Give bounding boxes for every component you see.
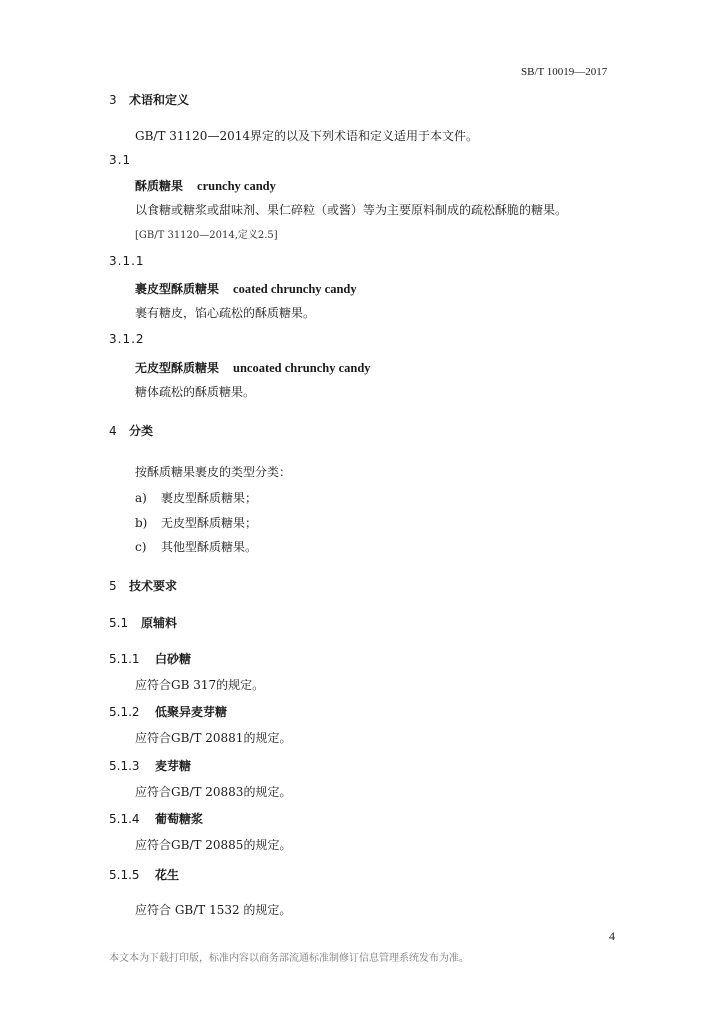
subsection-heading [109,703,227,720]
subsection-text: 应符合GB/T 20881的规定。 [135,731,292,745]
footer-note: 本文本为下载打印版，标准内容以商务部流通标准制修订信息管理系统发布为准。 [109,953,469,964]
term-heading [135,280,357,297]
section-4-intro: 按酥质糖果裹皮的类型分类： [135,465,292,479]
term-zh: 无皮型酥质糖果 [135,361,220,375]
section-title: 白砂糖 [155,652,192,666]
list-marker: c) [135,540,147,554]
subsection-text: 应符合GB/T 20885的规定。 [135,838,292,852]
section-number: 5.1.5 [109,868,140,882]
list-item [135,514,257,531]
section-number: 5.1.3 [109,759,140,773]
section-title: 技术要求 [129,579,178,593]
section-number: 5.1.4 [109,812,140,826]
section-title: 术语和定义 [129,93,190,107]
section-number: 5 [109,579,117,593]
term-number: 3.1 [109,153,132,167]
subsection-text: 应符合 GB/T 1532 的规定。 [135,903,292,917]
list-text: 无皮型酥质糖果； [161,516,258,530]
page-number: 4 [609,929,615,943]
subsection-heading [109,810,203,827]
term-source: [GB/T 31120—2014,定义2.5] [135,230,278,241]
list-item [135,489,257,506]
section-number: 5.1.2 [109,705,140,719]
section-title: 麦芽糖 [155,759,192,773]
list-marker: b) [135,516,148,530]
section-number: 4 [109,424,117,438]
section-number: 5.1.1 [109,652,140,666]
section-number: 3 [109,93,117,107]
term-number: 3.1.1 [109,254,145,268]
term-zh: 裹皮型酥质糖果 [135,282,220,296]
subsection-heading [109,650,191,667]
subsection-heading [109,866,179,883]
subsection-text: 应符合GB 317的规定。 [135,678,265,692]
term-en: uncoated chrunchy candy [233,361,371,375]
list-marker: a) [135,491,147,505]
list-text: 裹皮型酥质糖果； [161,491,258,505]
term-en: coated chrunchy candy [233,282,357,296]
term-en: crunchy candy [197,179,276,193]
section-title: 分类 [129,424,154,438]
list-item [135,538,257,555]
document-code: SB/T 10019—2017 [521,66,608,78]
term-definition: 以食糖或糖浆或甜味剂、果仁碎粒（或酱）等为主要原料制成的疏松酥脆的糖果。 [135,203,568,217]
subsection-text: 应符合GB/T 20883的规定。 [135,785,292,799]
section-title: 葡萄糖浆 [155,812,204,826]
term-definition: 糖体疏松的酥质糖果。 [135,385,256,399]
term-zh: 酥质糖果 [135,179,184,193]
section-number: 5.1 [109,616,129,630]
section-4-heading [109,422,153,439]
term-number: 3.1.2 [109,332,145,346]
subsection-heading [109,757,191,774]
term-heading [135,359,371,376]
section-title: 低聚异麦芽糖 [155,705,228,719]
section-title: 花生 [155,868,180,882]
section-3-heading [109,91,189,108]
section-title: 原辅料 [141,616,178,630]
section-3-intro: GB/T 31120—2014界定的以及下列术语和定义适用于本文件。 [135,129,478,143]
term-heading [135,177,276,194]
list-text: 其他型酥质糖果。 [161,540,258,554]
section-5-heading [109,577,177,594]
subsection-5-1-heading [109,614,177,631]
term-definition: 裹有糖皮，馅心疏松的酥质糖果。 [135,306,316,320]
